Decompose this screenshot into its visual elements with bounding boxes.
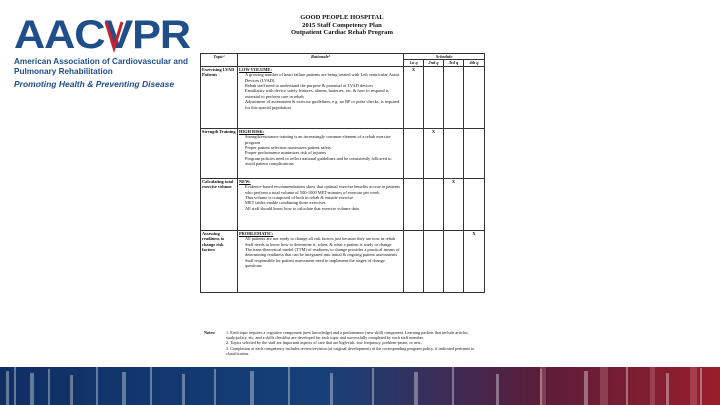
note-item: 1. Each topic requires a cognitive component (new knowledge) and a performance (new skill) component. Learning packets that include articles, study/policy, etc. and a skills checklist are developed for each topic and successfully completed by each staff member.	[226, 330, 469, 341]
rationale-bullet: • Proper performance minimizes risk of injuries	[245, 150, 402, 155]
rationale-bullet: • Proper patient selection maximizes patient safety	[245, 145, 402, 150]
row-topic: Strength Training	[201, 128, 238, 178]
schedule-q4-cell	[464, 128, 485, 178]
header-schedule: Schedule	[404, 54, 485, 60]
header-q2: 2nd q	[424, 60, 444, 66]
schedule-q4-cell: X	[464, 230, 485, 292]
competency-table	[200, 53, 485, 293]
footer-banner-graphic	[0, 367, 720, 405]
schedule-q1-cell	[404, 128, 424, 178]
schedule-q3-cell	[444, 66, 464, 128]
competency-plan-document	[200, 14, 484, 354]
rationale-bullet: • All staff should know how to calculate that exercise volume data	[245, 206, 402, 211]
plan-title: 2015 Staff Competency Plan	[302, 21, 382, 29]
rationale-title: NEW:	[239, 178, 251, 184]
rationale-bullet: • Familiarity with device safety features, alarms, batteries, etc. & how to respond is essential to perform care in rehab	[245, 88, 402, 99]
table-row	[201, 128, 485, 178]
rationale-title: LOW VOLUME:	[239, 66, 272, 72]
schedule-q4-cell	[464, 178, 485, 230]
program-title: Outpatient Cardiac Rehab Program	[291, 29, 393, 37]
schedule-q3-cell	[444, 230, 464, 292]
header-rationale: Rationale²	[238, 54, 404, 67]
hospital-name: GOOD PEOPLE HOSPITAL	[300, 14, 384, 21]
rationale-bullet: • MET tables enable combining those exercises	[245, 200, 402, 205]
rationale-bullet: • Adjustment of assessment & exercise guidelines, e.g. no BP or pulse checks, is required for this special population	[245, 99, 402, 110]
schedule-q1-cell	[404, 230, 424, 292]
schedule-q2-cell	[424, 178, 444, 230]
header-q1: 1st q	[404, 60, 424, 66]
footer-banner	[0, 367, 720, 405]
row-topic: Calculating total exercise volume	[201, 178, 238, 230]
row-rationale	[238, 66, 404, 128]
rationale-bullet: • A growing number of heart failure patients are being treated with Left ventricular Assist Devices (LVAD)	[245, 72, 402, 83]
logo-wordmark	[14, 14, 194, 54]
schedule-q4-cell	[464, 66, 485, 128]
logo-subtitle: American Association of Cardiovascular and Pulmonary Rehabilitation	[14, 57, 188, 76]
rationale-bullet: • Staff needs to know how to determine if, when, & what a patient is ready to change	[245, 242, 402, 247]
rationale-bullet: • Evidence-based recommendations show that optimal exercise benefits accrue to patients who perform a total volume of 500-1000 MET-minutes of exercise per week	[245, 184, 402, 195]
svg-text:AACVPR: AACVPR	[14, 14, 192, 54]
row-rationale	[238, 178, 404, 230]
header-q3: 3rd q	[444, 60, 464, 66]
schedule-q3-cell: X	[444, 178, 464, 230]
notes-label: Notes:	[204, 330, 216, 335]
header-q4: 4th q	[464, 60, 485, 66]
schedule-q2-cell	[424, 66, 444, 128]
rationale-bullet: • Staff responsible for patient assessment need to implement the stages of change questions	[245, 258, 402, 269]
aacvpr-logo	[14, 14, 194, 89]
rationale-bullet: • That volume is composed of both in rehab & outside exercise	[245, 195, 402, 200]
table-row	[201, 230, 485, 292]
schedule-q3-cell	[444, 128, 464, 178]
schedule-q1-cell: X	[404, 66, 424, 128]
document-notes	[200, 330, 484, 356]
rationale-bullet: • Rehab staff need to understand the purpose & potential of LVAD devices	[245, 83, 402, 88]
note-item: 2. Topics selected by the staff are important aspects of care that are high-risk, low frequency, problem-prone, or new.	[226, 340, 422, 346]
table-row	[201, 66, 485, 128]
document-header	[200, 14, 484, 37]
schedule-q1-cell	[404, 178, 424, 230]
rationale-bullet: • Program policies need to reflect national guidelines and be consistently followed to avoid patient complications	[245, 156, 402, 167]
rationale-bullet: • Strength/resistance training is an increasingly common element of a rehab exercise program	[245, 134, 402, 145]
rationale-title: HIGH RISK:	[239, 128, 265, 134]
logo-tagline: Promoting Health & Preventing Disease	[14, 79, 175, 89]
schedule-q2-cell: X	[424, 128, 444, 178]
rationale-bullet: • The trans-theoretical model (TTM) of readiness to change provides a practical means of determining readiness that can be integrated into initial & ongoing patient assessments	[245, 247, 402, 258]
rationale-title: PROBLEMATIC:	[239, 230, 274, 236]
row-rationale	[238, 128, 404, 178]
header-topic: Topic¹	[201, 54, 238, 67]
logo-wordmark-graphic	[14, 14, 194, 54]
note-item: 3. Completion of each competency includes review/revision (of original development) of the corresponding program policy, if indicated pertinent to classification.	[226, 345, 475, 356]
rationale-bullet: • All patients are not ready to change all risk factors just because they are now in rehab	[245, 236, 402, 241]
table-row	[201, 178, 485, 230]
row-topic: Exercising LVAD Patients	[201, 66, 238, 128]
row-rationale	[238, 230, 404, 292]
row-topic: Assessing readiness to change risk factors	[201, 230, 238, 292]
schedule-q2-cell	[424, 230, 444, 292]
